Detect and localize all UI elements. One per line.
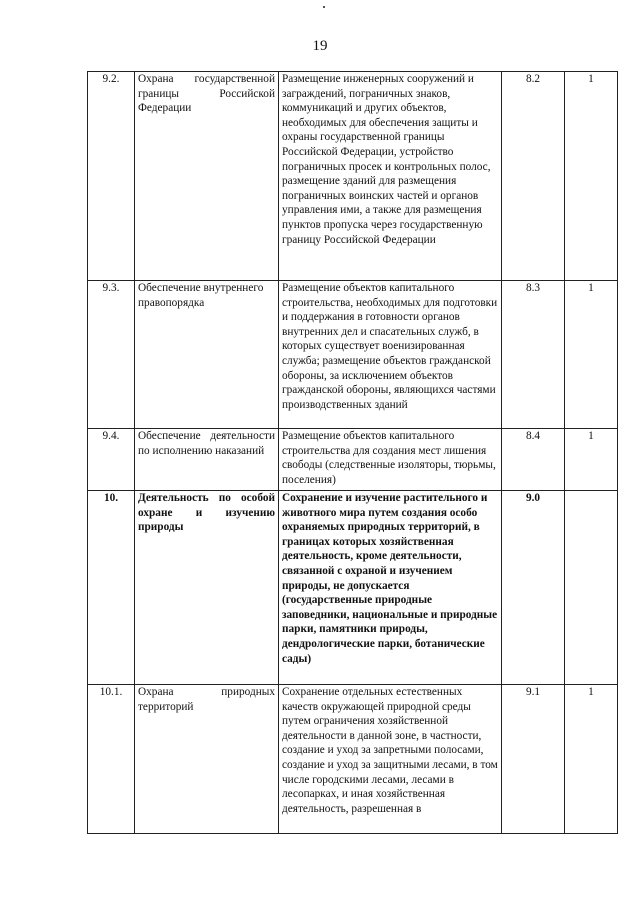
row-code: 9.1 (502, 685, 565, 834)
row-description: Сохранение и изучение растительного и животного мира путем создания особо охраняемых природных территорий, в границах которых хозяйственная деятельность, кроме деятельности, связанной с охраной и изучением природы, не допускается (государственные природные заповедники, национальные и природные парки, памятники природы, дендрологические парки, ботанические сады) (279, 491, 502, 685)
table-row (88, 72, 618, 281)
row-number: 9.3. (88, 281, 135, 429)
row-qty: 1 (565, 685, 618, 834)
row-description: Размещение объектов капитального строительства для создания мест лишения свободы (следственные изоляторы, тюрьмы, поселения) (279, 429, 502, 491)
row-description: Сохранение отдельных естественных качеств окружающей природной среды путем ограничения хозяйственной деятельности в данной зоне, в частности, создание и уход за запретными полосами, создание и уход за защитными лесами, в том числе городскими лесами, лесами в лесопарках, и иная хозяйственная деятельность, разрешенная в (279, 685, 502, 834)
row-qty (565, 491, 618, 685)
page-number: 19 (312, 38, 328, 54)
scan-artifact-dot (323, 6, 325, 8)
row-name: Деятельность по особой охране и изучению природы (135, 491, 279, 685)
row-code: 8.3 (502, 281, 565, 429)
row-number: 9.2. (88, 72, 135, 281)
row-description: Размещение объектов капитального строительства, необходимых для подготовки и поддержания в готовности органов внутренних дел и спасательных служб, в которых существует военизированная служба; размещение объектов гражданской обороны, за исключением объектов гражданской обороны, являющихся частями производственных зданий (279, 281, 502, 429)
row-number: 10.1. (88, 685, 135, 834)
row-description: Размещение инженерных сооружений и заграждений, пограничных знаков, коммуникаций и других объектов, необходимых для обеспечения защиты и охраны государственной границы Российской Федерации, устройство пограничных просек и контрольных полос, размещение зданий для размещения пограничных воинских частей и органов управления ими, а также для размещения пунктов пропуска через государственную границу Российской Федерации (279, 72, 502, 281)
row-code: 9.0 (502, 491, 565, 685)
table-row (88, 491, 618, 685)
row-code: 8.4 (502, 429, 565, 491)
table-row (88, 429, 618, 491)
table-row (88, 281, 618, 429)
row-qty: 1 (565, 429, 618, 491)
row-name: Охрана государственной границы Российской Федерации (135, 72, 279, 281)
row-name: Обеспечение деятельности по исполнению наказаний (135, 429, 279, 491)
row-number: 10. (88, 491, 135, 685)
row-code: 8.2 (502, 72, 565, 281)
row-qty: 1 (565, 72, 618, 281)
land-use-table (87, 71, 618, 834)
table-row (88, 685, 618, 834)
row-number: 9.4. (88, 429, 135, 491)
row-qty: 1 (565, 281, 618, 429)
row-name: Охрана природных территорий (135, 685, 279, 834)
row-name: Обеспечение внутреннего правопорядка (135, 281, 279, 429)
